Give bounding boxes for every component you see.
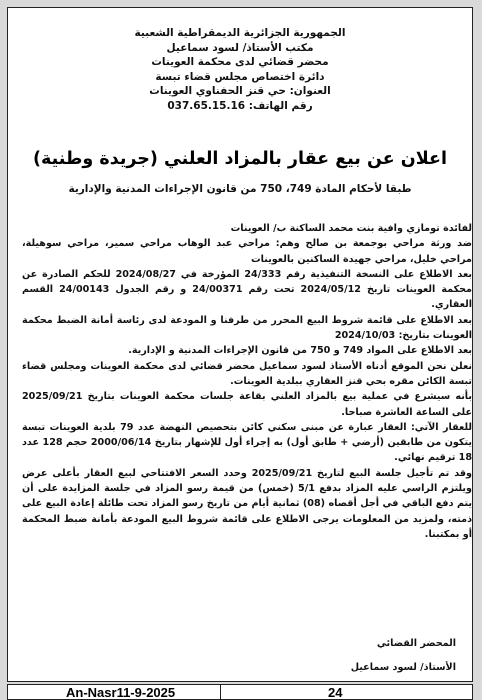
signature-role: المحضر القضائي <box>376 638 456 649</box>
body-paragraph-defendants: ضد ورثة مراحي بوجمعة بن صالح وهم: مراحي عبد الوهاب مراحي سمير، مراحي سوهيلة، مراحي خليل، مراحي جهيدة الساكنين بالعوينات <box>22 238 472 265</box>
header-line-republic: الجمهورية الجزائرية الديمقراطية الشعبية <box>134 27 346 39</box>
page-number: 24 <box>328 685 343 700</box>
footer-divider <box>220 685 221 699</box>
notice-title: اعلان عن بيع عقار بالمزاد العلني (جريدة وطنية) <box>33 149 447 169</box>
header-line-role: محضر قضائي لدى محكمة العوينات <box>151 56 329 69</box>
office-header <box>8 26 472 114</box>
header-line-address: العنوان: حي قنز الحفناوي العوينات <box>149 85 331 98</box>
notice-frame <box>7 7 473 682</box>
page-footer <box>7 684 473 700</box>
publication-label: An-Nasr11-9-2025 <box>66 685 176 700</box>
notice-subtitle: طبقا لأحكام المادة 749، 750 من قانون الإجراءات المدنية والإدارية <box>68 183 412 195</box>
body-paragraph-property: للعقار الآتي: العقار عبارة عن مبنى سكني كائن بتحصيص النهضة عدد 79 بلدية العوينات تبسة يتكون من طابقين (أرضي + طابق أول) به إجراء أول للإشهار بتاريخ 2000/06/14 حجم 128 عدد 18 ترقيم نهائي. <box>22 421 473 464</box>
header-line-phone: رقم الهاتف: 037.65.15.16 <box>167 99 313 112</box>
notice-body <box>22 221 472 542</box>
body-paragraph-beneficiary: لفائدة تومازي وافية بنت محمد الساكنة ب/ العوينات <box>230 223 472 234</box>
header-line-office: مكتب الأستاذ/ لسود سماعيل <box>166 41 314 54</box>
body-paragraph-announcement: نعلن نحن الموقع أدناه الأستاذ لسود سماعيل محضر قضائي لدى محكمة العوينات ومجلس قضاء تبسة الكائن مقره بحي قنز العقاري ببلدية العوينات. <box>22 360 472 387</box>
body-paragraph-articles: بعد الاطلاع على المواد 749 و 750 من قانون الإجراءات المدنية و الإدارية. <box>128 345 472 357</box>
signature-name: الأستاذ/ لسود سماعيل <box>350 662 456 673</box>
body-paragraph-judgment: بعد الاطلاع على النسخة التنفيذية رقم 24/333 المؤرخة في 2024/08/27 للحكم الصادرة عن محكمة العوينات تاريخ 2024/05/12 تحت رقم 24/00371 و رقم الجدول 24/00143 القسم العقاري. <box>22 268 472 311</box>
body-paragraph-terms: وقد تم تأجيل جلسة البيع لتاريخ 2025/09/21 وحدد السعر الافتتاحي لبيع العقار بأعلى عرض ويلتزم الراسي عليه المزاد بدفع 5/1 (خمس) من قيمة رسو المزاد في جلسة المزايدة على أن يتم دفع الباقي في أجل أقصاه (08) ثمانية أيام من تاريخ رسو المزاد تحت طائلة إعادة البيع على ذمته، ولمزيد من المعلومات يرجى الاطلاع على قائمة شروط البيع المودعة بأمانة ضبط المحكمة أو بمكتبنا. <box>22 467 473 540</box>
body-paragraph-auction-date: بأنه سيشرع في عملية بيع بالمزاد العلني بقاعة جلسات محكمة العوينات بتاريخ 2025/09/21 على الساعة العاشرة صباحا. <box>22 391 472 418</box>
body-paragraph-conditions: بعد الاطلاع على قائمة شروط البيع المحرر من طرفنا و المودعة لدى رئاسة أمانة الضبط محكمة العوينات بتاريخ: 2024/10/03 <box>22 314 472 342</box>
header-line-jurisdiction: دائرة اختصاص مجلس قضاء تبسة <box>155 70 325 83</box>
